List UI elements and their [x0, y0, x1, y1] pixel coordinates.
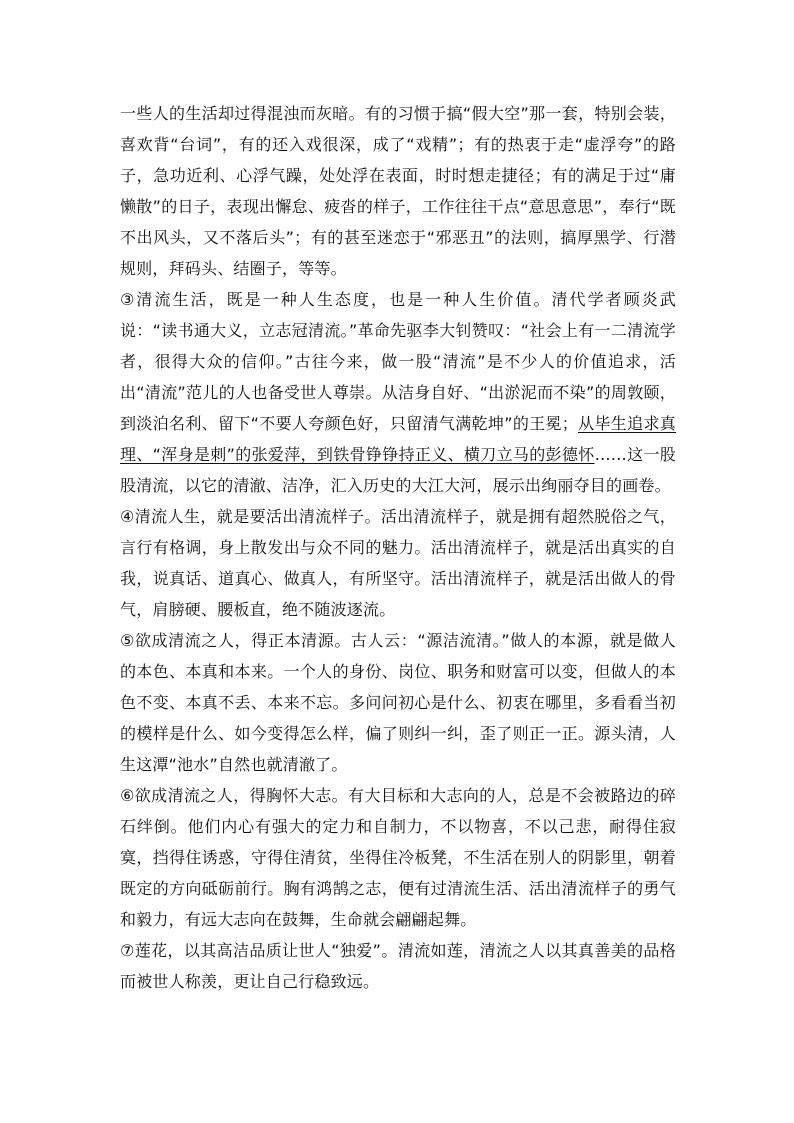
- article-body: [120, 98, 676, 997]
- paragraph-3-text: ③清流生活，既是一种人生态度，也是一种人生价值。清代学者顾炎武说：“读书通大义，立志冠清流。”革命先驱李大钊赞叹：“社会上有一二清流学者，很得大众的信仰。”古往今来，做一股“清流”是不少人的价值追求，活出“清流”范儿的人也备受世人尊崇。从洁身自好、“出淤泥而不染”的周敦颐，到淡泊名利、留下“不要人夸颜色好，只留清气满乾坤”的王冕；: [120, 290, 676, 433]
- paragraph-5: ⑤欲成清流之人，得正本清源。古人云：“源洁流清。”做人的本源，就是做人的本色、本真和本来。一个人的身份、岗位、职务和财富可以变，但做人的本色不变、本真不丢、本来不忘。多问问初心是什么、初衷在哪里，多看看当初的模样是什么、如今变得怎么样，偏了则纠一纠，歪了则正一正。源头清，人生这潭“池水”自然也就清澈了。: [120, 631, 676, 774]
- paragraph-7: ⑦莲花，以其高洁品质让世人“独爱”。清流如莲，清流之人以其真善美的品格而被世人称羡，更让自己行稳致远。: [120, 941, 676, 991]
- paragraph-3-ending: ……这一股股清流，以它的清澈、洁净，汇入历史的大江大河，展示出绚丽夺目的画卷。: [120, 445, 676, 495]
- paragraph-6: ⑥欲成清流之人，得胸怀大志。有大目标和大志向的人，总是不会被路边的碎石绊倒。他们内心有强大的定力和自制力，不以物喜，不以己悲，耐得住寂寞，挡得住诱惑，守得住清贫，坐得住冷板凳，不生活在别人的阴影里，朝着既定的方向砥砺前行。胸有鸿鹄之志，便有过清流生活、活出清流样子的勇气和毅力，有远大志向在鼓舞，生命就会翩翩起舞。: [120, 786, 676, 929]
- paragraph-2-continuation: 一些人的生活却过得混浊而灰暗。有的习惯于搞“假大空”那一套，特别会装，喜欢背“台词”，有的还入戏很深，成了“戏精”；有的热衷于走“虚浮夸”的路子，急功近利、心浮气躁，处处浮在表面，时时想走捷径；有的满足于过“庸懒散”的日子，表现出懈怠、疲沓的样子，工作往往干点“意思意思”，奉行“既不出风头，又不落后头”；有的甚至迷恋于“邪恶丑”的法则，搞厚黑学、行潜规则，拜码头、结圈子，等等。: [120, 104, 676, 278]
- underlined-passage: 从毕生追求真理、“浑身是刺”的张爱萍，到铁骨铮铮持正义、横刀立马的彭德怀: [120, 414, 676, 464]
- paragraph-3: [120, 284, 676, 501]
- paragraph-4: ④清流人生，就是要活出清流样子。活出清流样子，就是拥有超然脱俗之气，言行有格调，身上散发出与众不同的魅力。活出清流样子，就是活出真实的自我，说真话、道真心、做真人，有所坚守。活出清流样子，就是活出做人的骨气，肩膀硬、腰板直，绝不随波逐流。: [120, 507, 676, 619]
